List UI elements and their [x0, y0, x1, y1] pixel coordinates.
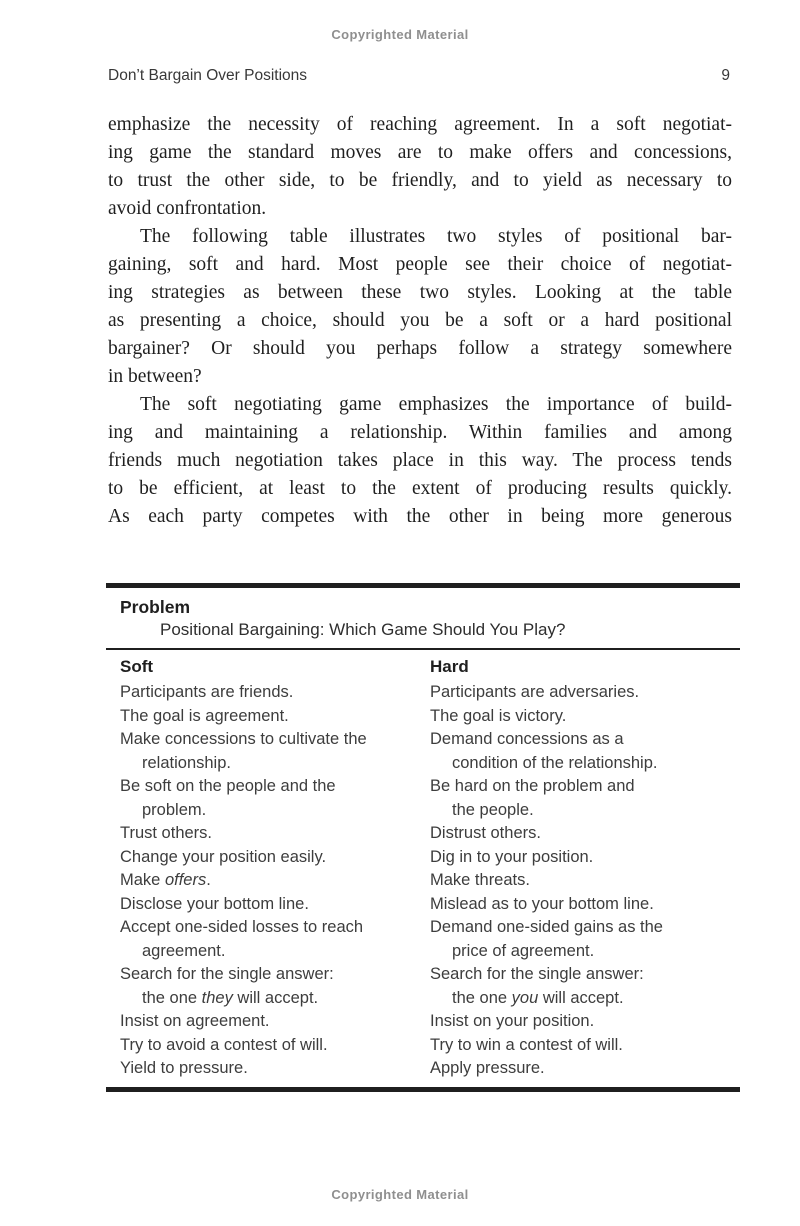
table-cell: [106, 869, 416, 893]
cell-line: the people.: [452, 800, 534, 819]
body-line: friends much negotiation takes place in this way. The process tends: [108, 450, 732, 471]
column-headers: [106, 650, 740, 681]
positional-bargaining-table: [106, 583, 740, 1092]
chapter-title: Don’t Bargain Over Positions: [108, 67, 308, 84]
table-cell: [106, 775, 416, 822]
cell-line: the one you will accept.: [452, 988, 624, 1007]
cell-line: Demand concessions as a: [430, 730, 624, 748]
table-cell: [416, 681, 740, 705]
cell-line: Search for the single answer:: [120, 965, 334, 983]
cell-line: Search for the single answer:: [430, 965, 644, 983]
cell-line: Be hard on the problem and: [430, 777, 635, 795]
table-cell: [416, 846, 740, 870]
body-line: The following table illustrates two styles of positional bar-: [140, 226, 732, 247]
body-line: bargainer? Or should you perhaps follow a strategy somewhere: [108, 338, 732, 359]
body-line: gaining, soft and hard. Most people see their choice of negotiat-: [108, 254, 732, 275]
table-row: [106, 775, 740, 822]
body-line: ing game the standard moves are to make offers and concessions,: [108, 142, 732, 163]
body-line: ing and maintaining a relationship. Within families and among: [108, 422, 732, 443]
table-cell: [416, 705, 740, 729]
table-row: [106, 1057, 740, 1081]
table-row: [106, 1010, 740, 1034]
table-cell: [416, 893, 740, 917]
paragraph: [108, 223, 732, 391]
cell-line: Make concessions to cultivate the: [120, 730, 367, 748]
cell-line: Trust others.: [120, 824, 212, 842]
body-line: As each party competes with the other in being more generous: [108, 506, 732, 527]
table-cell: [416, 1057, 740, 1081]
table-row: [106, 846, 740, 870]
cell-line: Distrust others.: [430, 824, 541, 842]
cell-line: Mislead as to your bottom line.: [430, 894, 654, 913]
cell-line: Insist on agreement.: [120, 1012, 270, 1030]
table-cell: [106, 1057, 416, 1081]
table-cell: [416, 916, 740, 963]
cell-line: agreement.: [142, 941, 226, 960]
body-line: to trust the other side, to be friendly, and to yield as necessary to: [108, 170, 732, 191]
table-cell: [106, 705, 416, 729]
table-cell: [416, 775, 740, 822]
cell-line: The goal is victory.: [430, 706, 567, 725]
paragraph: [108, 111, 732, 223]
table-cell: [106, 822, 416, 846]
table-cell: [106, 893, 416, 917]
table-cell: [106, 681, 416, 705]
table-cell: [416, 963, 740, 1010]
table-cell: [106, 846, 416, 870]
cell-line: The goal is agreement.: [120, 706, 289, 725]
body-line: as presenting a choice, should you be a soft or a hard positional: [108, 310, 732, 331]
body-text: [108, 111, 732, 531]
column-header-hard: Hard: [430, 657, 469, 676]
table-cell: [416, 1010, 740, 1034]
table-cell: [416, 1034, 740, 1058]
body-line: avoid confrontation.: [108, 198, 267, 219]
table-kicker: Problem: [120, 597, 191, 617]
table-row: [106, 705, 740, 729]
copyright-watermark-top: Copyrighted Material: [331, 27, 469, 42]
body-line: emphasize the necessity of reaching agreement. In a soft negotiat-: [108, 114, 732, 135]
cell-line: Yield to pressure.: [120, 1059, 248, 1077]
cell-line: Make offers.: [120, 871, 211, 889]
table-cell: [106, 916, 416, 963]
body-line: in between?: [108, 366, 202, 387]
column-header-soft: Soft: [120, 657, 154, 676]
table-title: Positional Bargaining: Which Game Should You Play?: [160, 620, 566, 639]
cell-line: Insist on your position.: [430, 1012, 595, 1030]
cell-line: Dig in to your position.: [430, 847, 594, 866]
table-cell: [416, 728, 740, 775]
table-cell: [106, 1010, 416, 1034]
body-line: The soft negotiating game emphasizes the importance of build-: [140, 394, 732, 415]
cell-line: Try to win a contest of will.: [430, 1035, 623, 1054]
table-row: [106, 1034, 740, 1058]
table-row: [106, 681, 740, 705]
table-cell: [106, 963, 416, 1010]
cell-line: Make threats.: [430, 871, 530, 889]
cell-line: price of agreement.: [452, 941, 595, 960]
table-row: [106, 728, 740, 775]
paragraph: [108, 391, 732, 531]
table-bottom-rule: [106, 1087, 740, 1092]
cell-line: Accept one-sided losses to reach: [120, 918, 364, 936]
table-row: [106, 963, 740, 1010]
cell-line: problem.: [142, 800, 207, 819]
table-cell: [106, 1034, 416, 1058]
table-row: [106, 869, 740, 893]
table-cell: [106, 728, 416, 775]
cell-line: Participants are friends.: [120, 683, 294, 701]
table-cell: [416, 822, 740, 846]
body-line: to be efficient, at least to the extent of producing results quickly.: [108, 478, 732, 499]
running-header: [108, 67, 730, 85]
table-row: [106, 822, 740, 846]
cell-line: Apply pressure.: [430, 1059, 545, 1077]
cell-line: condition of the relationship.: [452, 753, 658, 772]
cell-line: Participants are adversaries.: [430, 683, 640, 701]
cell-line: the one they will accept.: [142, 988, 319, 1007]
table-rows: [106, 681, 740, 1081]
table-cell: [416, 869, 740, 893]
table-row: [106, 916, 740, 963]
cell-line: Change your position easily.: [120, 847, 327, 866]
cell-line: Try to avoid a contest of will.: [120, 1035, 328, 1054]
table-row: [106, 893, 740, 917]
cell-line: Demand one-sided gains as the: [430, 918, 663, 936]
cell-line: Disclose your bottom line.: [120, 894, 309, 913]
copyright-watermark-bottom: Copyrighted Material: [331, 1187, 469, 1202]
body-line: ing strategies as between these two styles. Looking at the table: [108, 282, 732, 303]
page-number: 9: [721, 67, 730, 84]
cell-line: Be soft on the people and the: [120, 777, 336, 795]
cell-line: relationship.: [142, 753, 231, 772]
